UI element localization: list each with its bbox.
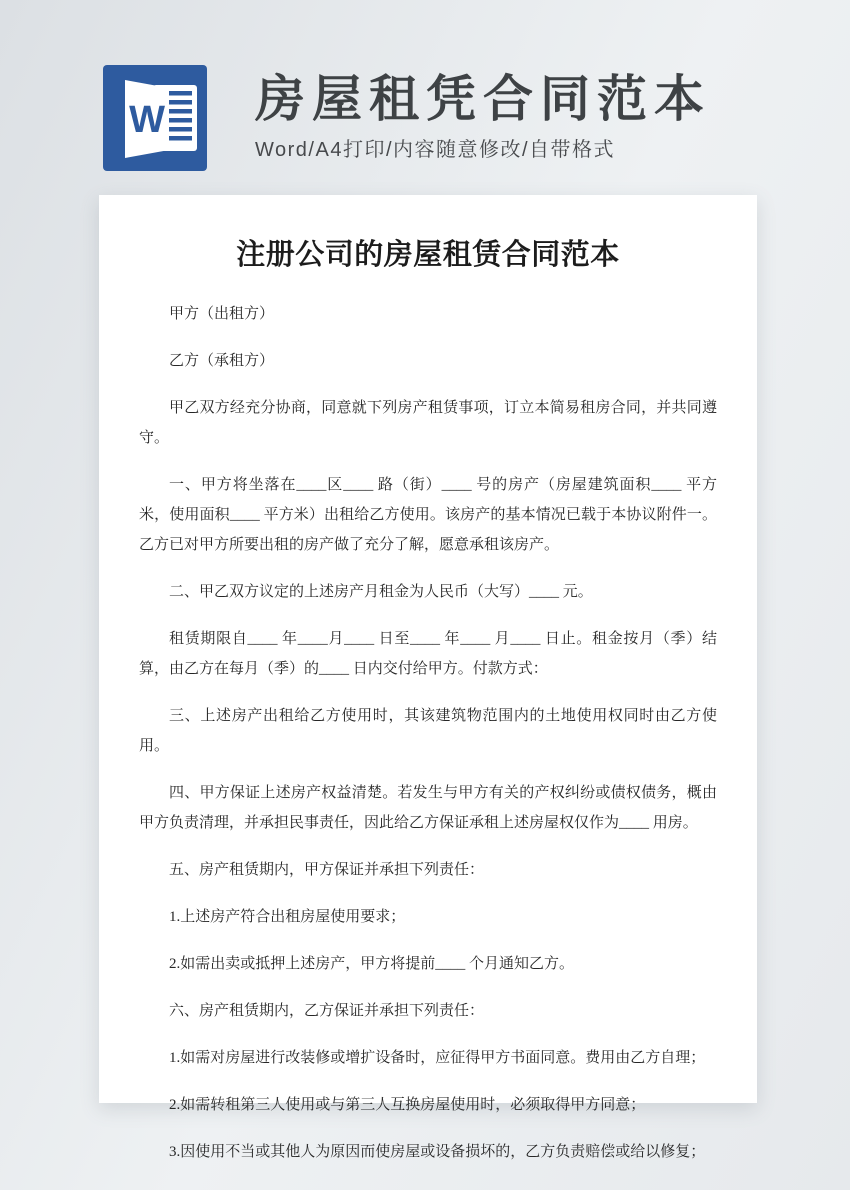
doc-paragraph: 1.如需对房屋进行改装修或增扩设备时，应征得甲方书面同意。费用由乙方自理； [169, 1050, 706, 1066]
header [255, 70, 775, 163]
doc-paragraph: 二、甲乙双方议定的上述房产月租金为人民币（大写）____ 元。 [169, 584, 593, 600]
header-title: 房屋租凭合同范本 [255, 71, 711, 127]
doc-paragraph: 2.如需转租第三人使用或与第三人互换房屋使用时，必须取得甲方同意； [169, 1097, 646, 1113]
doc-paragraph: 乙方（承租方） [169, 353, 275, 369]
doc-paragraph: 甲方（出租方） [169, 306, 275, 322]
doc-paragraph: 2.如需出卖或抵押上述房产，甲方将提前____ 个月通知乙方。 [169, 956, 575, 972]
doc-paragraph: 租赁期限自____ 年____月____ 日至____ 年____ 月____ 日止。租金按月（季）结算，由乙方在每月（季）的____ 日内交付给甲方。付款方式： [139, 631, 717, 677]
doc-body [139, 299, 717, 1167]
doc-paragraph: 三、上述房产出租给乙方使用时，其该建筑物范围内的土地使用权同时由乙方使用。 [139, 708, 717, 754]
doc-paragraph: 1.上述房产符合出租房屋使用要求； [169, 909, 406, 925]
doc-paragraph: 六、房产租赁期内，乙方保证并承担下列责任： [169, 1003, 485, 1019]
header-subtitle: Word/A4打印/内容随意修改/自带格式 [255, 139, 616, 161]
doc-paragraph: 一、甲方将坐落在____区____ 路（街）____ 号的房产（房屋建筑面积____ 平方米，使用面积____ 平方米）出租给乙方使用。该房产的基本情况已载于本协议附件一。乙方已对甲方所要出租的房产做了充分了解，愿意承租该房产。 [139, 477, 717, 553]
doc-paragraph: 四、甲方保证上述房产权益清楚。若发生与甲方有关的产权纠纷或债权债务，概由甲方负责清理，并承担民事责任，因此给乙方保证承租上述房屋权仅作为____ 用房。 [139, 785, 717, 831]
document-title: 注册公司的房屋租赁合同范本 [236, 239, 620, 271]
word-icon [103, 65, 207, 171]
doc-paragraph: 甲乙双方经充分协商，同意就下列房产租赁事项，订立本简易租房合同，并共同遵守。 [139, 400, 717, 446]
document-page [99, 195, 757, 1160]
doc-paragraph: 3.因使用不当或其他人为原因而使房屋或设备损坏的，乙方负责赔偿或给以修复； [169, 1144, 706, 1160]
word-icon-letter: W [129, 99, 165, 141]
doc-paragraph: 五、房产租赁期内，甲方保证并承担下列责任： [169, 862, 485, 878]
